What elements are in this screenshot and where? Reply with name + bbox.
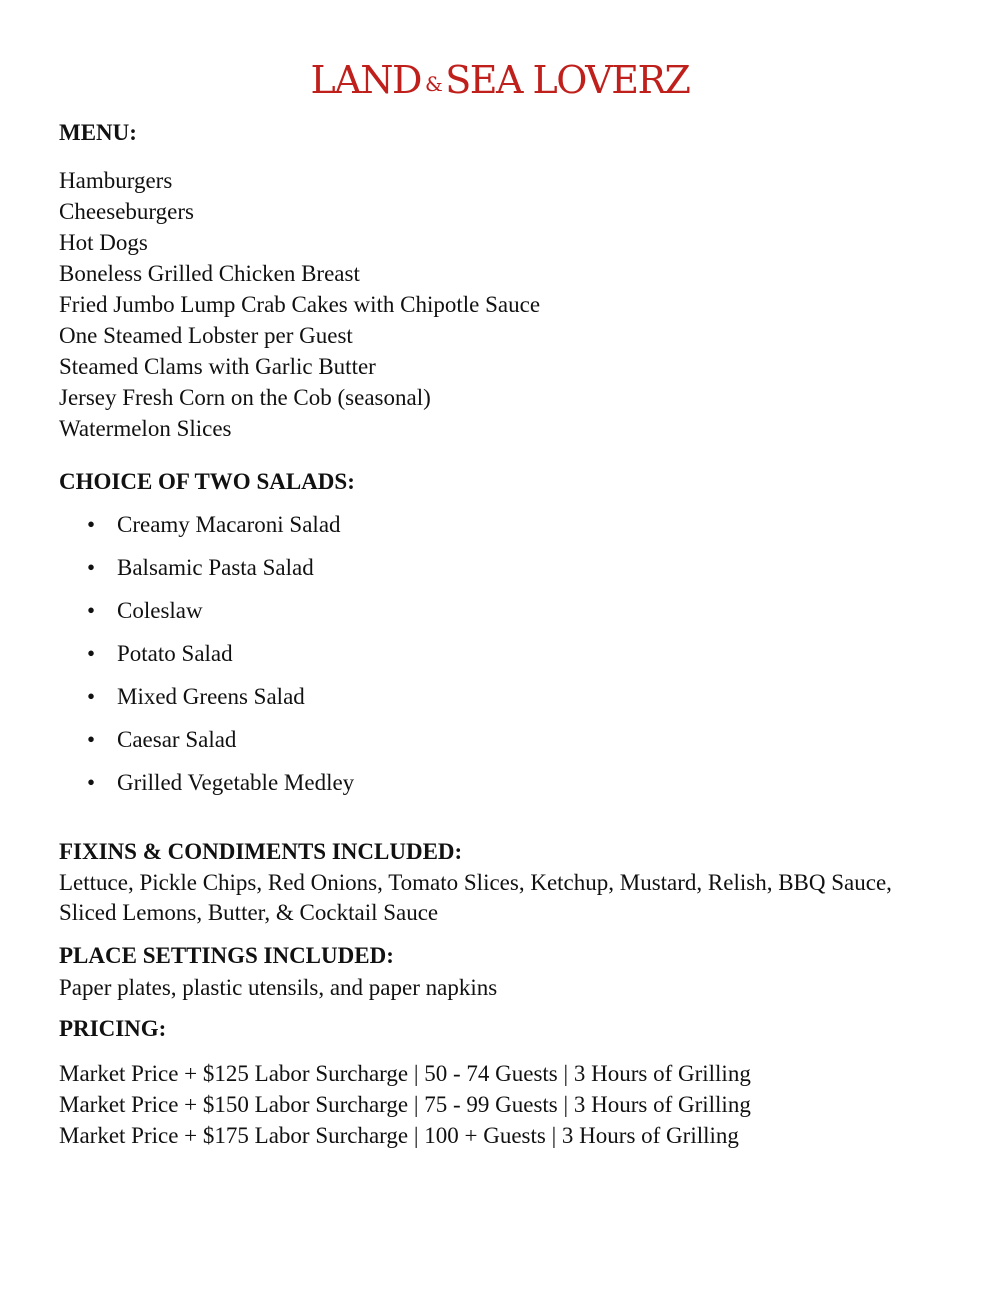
menu-item: Watermelon Slices: [59, 416, 232, 441]
menu-item: Fried Jumbo Lump Crab Cakes with Chipotle Sauce: [59, 292, 541, 317]
title-land: LAND: [310, 58, 421, 102]
place-settings-heading: PLACE SETTINGS INCLUDED:: [59, 943, 394, 968]
salads-heading: CHOICE OF TWO SALADS:: [59, 469, 355, 494]
place-settings-text: Paper plates, plastic utensils, and paper napkins: [59, 975, 498, 1000]
title-sea-loverz: SEA LOVERZ: [445, 58, 690, 102]
bullet-icon: •: [87, 770, 96, 795]
title-ampersand: &: [424, 71, 442, 96]
menu-list: [59, 165, 540, 444]
menu-item: Hamburgers: [59, 168, 173, 193]
salad-item: [59, 552, 354, 595]
salad-item: [59, 638, 354, 681]
pricing-list: [59, 1058, 751, 1151]
page-title: [0, 56, 1000, 108]
menu-item: Jersey Fresh Corn on the Cob (seasonal): [59, 385, 431, 410]
salad-item-label: Caesar Salad: [117, 727, 237, 752]
bullet-icon: •: [87, 641, 96, 666]
menu-item: Hot Dogs: [59, 230, 148, 255]
bullet-icon: •: [87, 555, 96, 580]
menu-item: Boneless Grilled Chicken Breast: [59, 261, 360, 286]
bullet-icon: •: [87, 684, 96, 709]
salad-item: [59, 724, 354, 767]
salad-item: [59, 767, 354, 810]
salad-item-label: Coleslaw: [117, 598, 203, 623]
menu-heading: MENU:: [59, 120, 137, 145]
salad-item: [59, 681, 354, 724]
menu-item: One Steamed Lobster per Guest: [59, 323, 353, 348]
pricing-line: Market Price + $125 Labor Surcharge | 50 - 74 Guests | 3 Hours of Grilling: [59, 1061, 751, 1086]
salad-item-label: Grilled Vegetable Medley: [117, 770, 355, 795]
salad-list: [59, 509, 354, 810]
fixins-text: Lettuce, Pickle Chips, Red Onions, Tomato Slices, Ketchup, Mustard, Relish, BBQ Sauce, Sliced Lemons, Butter, & Cocktail Sauce: [59, 870, 892, 925]
salad-item-label: Balsamic Pasta Salad: [117, 555, 314, 580]
salad-item-label: Potato Salad: [117, 641, 233, 666]
bullet-icon: •: [87, 512, 96, 537]
salad-item: [59, 509, 354, 552]
menu-item: Steamed Clams with Garlic Butter: [59, 354, 376, 379]
bullet-icon: •: [87, 727, 96, 752]
pricing-line: Market Price + $175 Labor Surcharge | 100 + Guests | 3 Hours of Grilling: [59, 1123, 739, 1148]
salad-item-label: Creamy Macaroni Salad: [117, 512, 341, 537]
pricing-line: Market Price + $150 Labor Surcharge | 75 - 99 Guests | 3 Hours of Grilling: [59, 1092, 751, 1117]
bullet-icon: •: [87, 598, 96, 623]
salad-item: [59, 595, 354, 638]
salad-item-label: Mixed Greens Salad: [117, 684, 305, 709]
pricing-heading: PRICING:: [59, 1016, 167, 1041]
menu-item: Cheeseburgers: [59, 199, 194, 224]
fixins-heading: FIXINS & CONDIMENTS INCLUDED:: [59, 839, 463, 864]
